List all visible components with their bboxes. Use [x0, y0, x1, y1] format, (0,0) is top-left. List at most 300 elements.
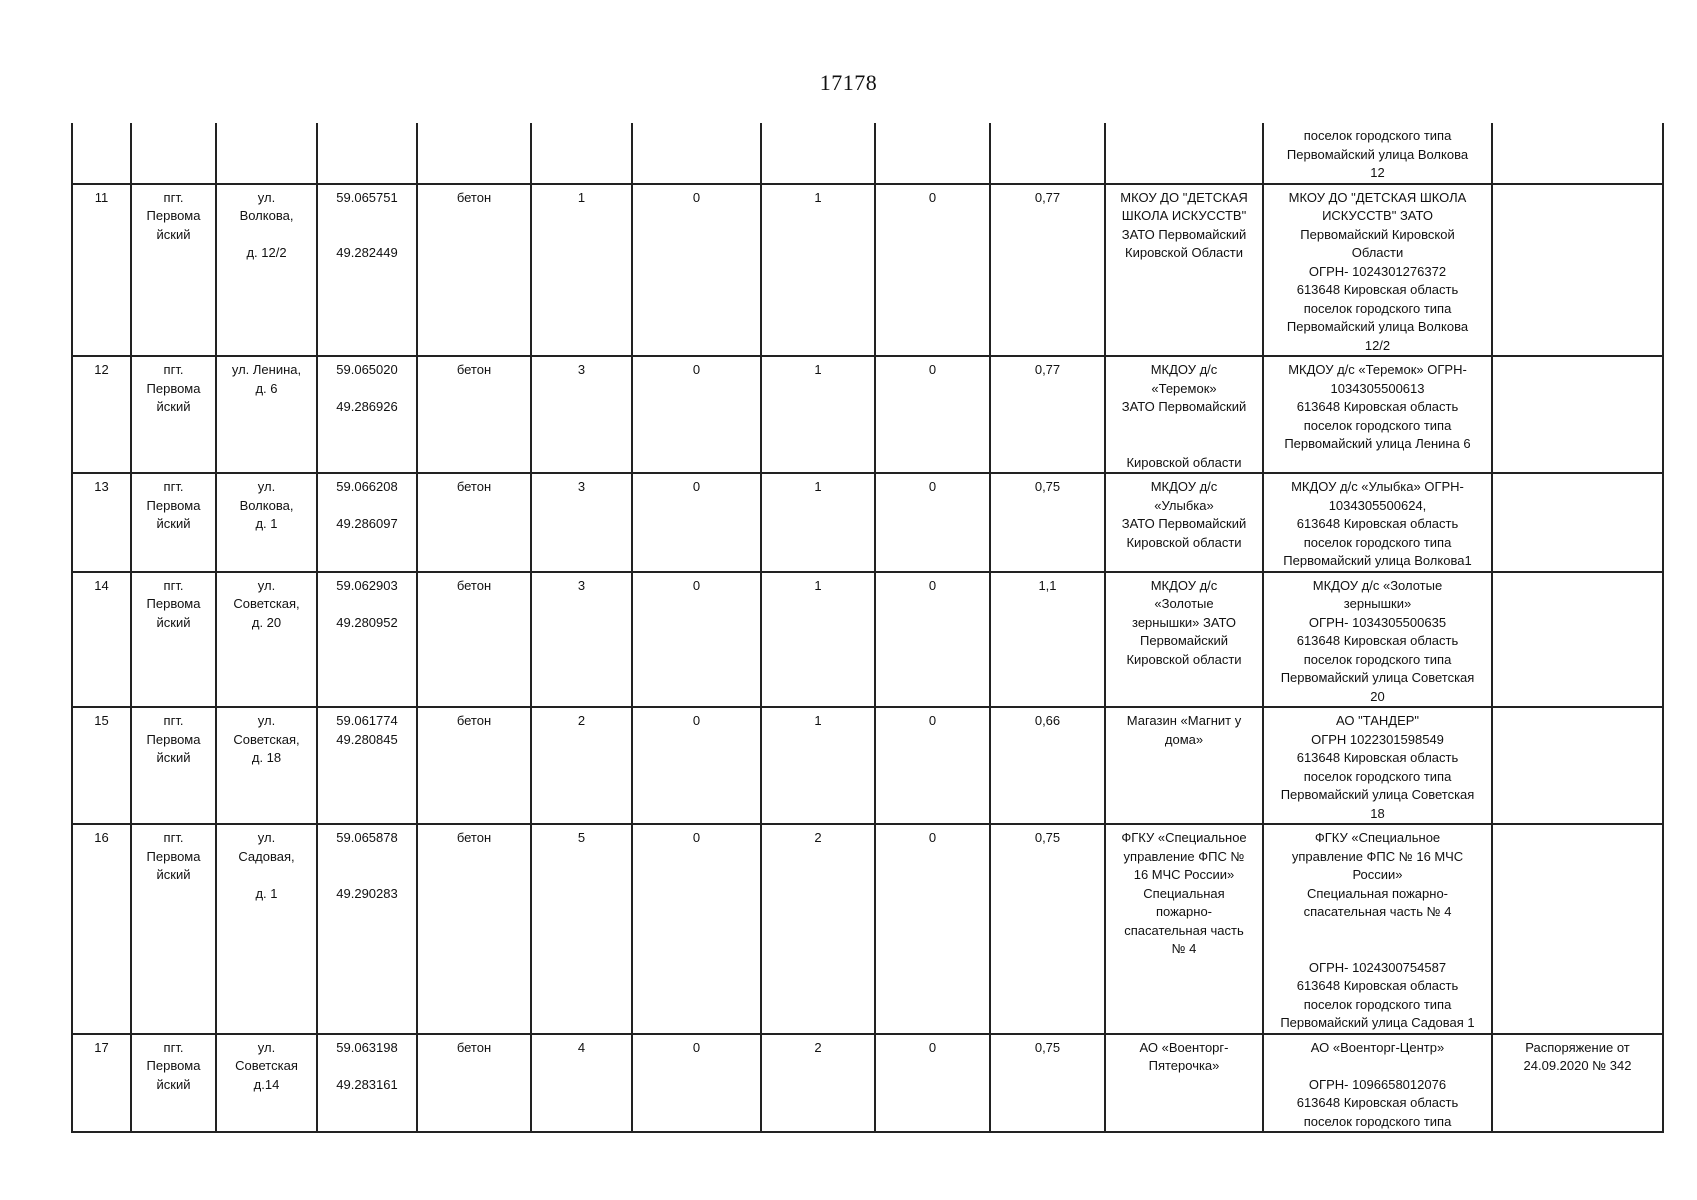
address-cell-line: Волкова,	[239, 208, 294, 223]
address-cell-line: д. 1	[255, 516, 278, 531]
note-cell	[1492, 707, 1663, 824]
address-cell-line: Волкова,	[239, 497, 294, 513]
address-cell-line: Советская,	[233, 596, 300, 611]
value-cell-2-text: 0	[692, 830, 701, 845]
table-row	[72, 707, 1663, 824]
owner-cell-line: поселок городского типа	[1303, 996, 1452, 1012]
value-cell-2-text: 0	[692, 1039, 701, 1055]
coordinates-cell-line	[321, 380, 413, 399]
source-cell	[1105, 1034, 1263, 1133]
coordinates-cell-line: 49.280845	[336, 731, 398, 747]
owner-cell-line: Первомайский улица Волкова	[1286, 146, 1469, 162]
source-cell-line: Магазин «Магнит у	[1126, 713, 1242, 728]
value-cell-4-text: 0	[928, 479, 937, 494]
source-cell-line: управление ФПС №	[1123, 848, 1245, 864]
owner-cell-line: МКДОУ д/с «Золотые	[1312, 577, 1443, 593]
owner-cell-line: ИСКУССТВ" ЗАТО	[1322, 208, 1433, 223]
value-cell-2	[632, 1034, 761, 1133]
owner-cell-line: 1034305500613	[1330, 380, 1425, 396]
number-cell	[72, 824, 131, 1034]
surface-cell	[417, 572, 531, 708]
value-cell-3-text: 1	[814, 189, 822, 205]
table-row	[72, 356, 1663, 473]
owner-cell-line: поселок городского типа	[1303, 534, 1452, 550]
note-cell	[1492, 356, 1663, 473]
value-cell-2	[632, 824, 761, 1034]
settlement-cell-line: йский	[156, 226, 191, 242]
number-cell-text: 11	[94, 189, 109, 205]
settlement-cell-line: пгт.	[163, 362, 184, 377]
value-cell-2-text: 0	[692, 189, 701, 205]
value-cell-5-text: 0,75	[1034, 479, 1061, 494]
settlement-cell-line: йский	[156, 399, 191, 414]
settlement-cell-line: йский	[156, 1076, 191, 1092]
value-cell-3	[761, 572, 875, 708]
owner-cell-line: 613648 Кировская область	[1296, 978, 1459, 993]
settlement-cell-line: Первома	[146, 380, 201, 396]
source-cell-line: «Теремок»	[1151, 380, 1217, 396]
table-row	[72, 184, 1663, 357]
empty-cell	[1105, 123, 1263, 184]
settlement-cell	[131, 1034, 216, 1133]
coordinates-cell-line	[321, 595, 413, 614]
owner-cell	[1263, 184, 1492, 357]
address-cell	[216, 707, 317, 824]
source-cell-line: Кировской области	[1126, 651, 1242, 667]
empty-cell	[761, 123, 875, 184]
value-cell-5-text: 0,77	[1034, 362, 1061, 377]
value-cell-5-text: 0,66	[1034, 713, 1061, 728]
value-cell-2	[632, 473, 761, 572]
settlement-cell-line: йский	[156, 750, 191, 765]
source-cell-line: Кировской области	[1126, 454, 1242, 470]
value-cell-1	[531, 572, 632, 708]
address-cell-line: ул.	[257, 713, 276, 728]
owner-cell-line: зернышки»	[1343, 596, 1412, 611]
note-cell	[1492, 184, 1663, 357]
table-row	[72, 473, 1663, 572]
value-cell-2	[632, 707, 761, 824]
value-cell-3	[761, 707, 875, 824]
source-cell-line: спасательная часть	[1124, 922, 1244, 938]
value-cell-4	[875, 707, 990, 824]
address-cell-line: д. 18	[251, 750, 282, 765]
empty-cell	[632, 123, 761, 184]
value-cell-4	[875, 473, 990, 572]
coordinates-cell-line: 49.283161	[336, 1076, 398, 1092]
empty-cell	[531, 123, 632, 184]
table-row	[72, 824, 1663, 1034]
owner-cell-line: поселок городского типа	[1303, 417, 1452, 433]
settlement-cell-line: пгт.	[163, 713, 184, 728]
value-cell-4-text: 0	[928, 362, 937, 377]
address-cell-line: д. 12/2	[246, 245, 287, 260]
number-cell	[72, 1034, 131, 1133]
address-cell-line: д.14	[253, 1076, 280, 1092]
source-cell-line: «Улыбка»	[1154, 497, 1214, 513]
owner-cell-line	[1267, 922, 1488, 941]
source-cell-line: МКДОУ д/с	[1150, 362, 1218, 377]
coordinates-cell-line	[321, 866, 413, 885]
settlement-cell	[131, 473, 216, 572]
value-cell-5	[990, 572, 1105, 708]
owner-cell-line: 613648 Кировская область	[1296, 399, 1459, 414]
value-cell-3-text: 1	[814, 362, 822, 377]
address-cell-line: ул.	[257, 830, 276, 845]
source-cell-line: дома»	[1164, 731, 1204, 747]
owner-cell-line: 18	[1370, 805, 1385, 821]
settlement-cell-line: Первома	[146, 596, 201, 611]
owner-cell	[1263, 473, 1492, 572]
source-cell-line: Кировской области	[1126, 534, 1242, 550]
owner-cell-line: ОГРН 1022301598549	[1311, 731, 1444, 747]
number-cell	[72, 356, 131, 473]
address-cell-line	[220, 866, 313, 885]
empty-cell	[417, 123, 531, 184]
source-cell-line: пожарно-	[1155, 904, 1213, 919]
coordinates-cell-line: 59.065020	[336, 362, 398, 377]
number-cell-text: 16	[94, 830, 109, 845]
owner-cell-line: поселок городского типа	[1303, 768, 1452, 784]
owner-cell	[1263, 824, 1492, 1034]
value-cell-5	[990, 356, 1105, 473]
number-cell-text: 17	[94, 1039, 109, 1055]
empty-cell	[72, 123, 131, 184]
coordinates-cell-line: 49.290283	[336, 885, 398, 901]
address-cell	[216, 356, 317, 473]
value-cell-1	[531, 1034, 632, 1133]
value-cell-1-text: 3	[577, 479, 586, 494]
value-cell-4-text: 0	[928, 577, 937, 593]
source-cell-line	[1109, 435, 1259, 454]
empty-cell	[317, 123, 417, 184]
owner-cell-line: Специальная пожарно-	[1306, 885, 1449, 901]
settlement-cell-line: пгт.	[163, 1039, 184, 1055]
source-cell-line: Кировской Области	[1125, 245, 1243, 260]
source-cell-line: ЗАТО Первомайский	[1121, 399, 1247, 414]
settlement-cell-line: йский	[156, 867, 191, 882]
value-cell-2	[632, 572, 761, 708]
owner-cell-line: 613648 Кировская область	[1296, 633, 1459, 648]
value-cell-2-text: 0	[692, 479, 701, 494]
value-cell-3	[761, 824, 875, 1034]
surface-cell	[417, 824, 531, 1034]
surface-cell-text: бетон	[456, 189, 492, 205]
registry-table	[71, 123, 1664, 1133]
owner-cell-line: 613648 Кировская область	[1296, 1095, 1459, 1110]
address-cell-line: Садовая,	[238, 848, 295, 864]
table-row	[72, 572, 1663, 708]
value-cell-1-text: 2	[577, 713, 586, 728]
source-cell-line: ЗАТО Первомайский	[1121, 516, 1247, 531]
surface-cell-text: бетон	[456, 1039, 492, 1055]
value-cell-4-text: 0	[928, 713, 937, 728]
number-cell	[72, 572, 131, 708]
coordinates-cell	[317, 1034, 417, 1133]
coordinates-cell-line: 59.066208	[336, 479, 398, 494]
owner-cell-line: Первомайский улица Волкова	[1286, 319, 1469, 334]
value-cell-5-text: 0,75	[1034, 1039, 1061, 1055]
source-cell-line: МКДОУ д/с	[1150, 577, 1218, 593]
surface-cell	[417, 184, 531, 357]
owner-cell-line: 12/2	[1364, 337, 1391, 353]
source-cell	[1105, 824, 1263, 1034]
settlement-cell-line: пгт.	[163, 830, 184, 845]
coordinates-cell-line	[321, 207, 413, 226]
address-cell-line: ул. Ленина,	[231, 362, 302, 377]
coordinates-cell-line: 59.062903	[336, 577, 398, 593]
surface-cell-text: бетон	[456, 577, 492, 593]
surface-cell-text: бетон	[456, 362, 492, 377]
table-row-continuation	[72, 123, 1663, 184]
source-cell-line: зернышки» ЗАТО	[1132, 614, 1236, 630]
coordinates-cell-line: 49.286097	[336, 516, 398, 531]
value-cell-5	[990, 824, 1105, 1034]
address-cell-line: д. 6	[255, 380, 278, 396]
value-cell-4-text: 0	[928, 189, 937, 205]
coordinates-cell	[317, 707, 417, 824]
number-cell-text: 14	[94, 577, 109, 593]
address-cell	[216, 824, 317, 1034]
number-cell-text: 12	[94, 362, 109, 377]
address-cell-line: ул.	[257, 577, 276, 593]
coordinates-cell-line: 49.280952	[336, 614, 398, 630]
value-cell-1-text: 4	[577, 1039, 586, 1055]
owner-cell-line: управление ФПС № 16 МЧС	[1291, 848, 1464, 864]
owner-cell-line: Первомайский улица Советская	[1280, 670, 1475, 685]
value-cell-4	[875, 184, 990, 357]
value-cell-2	[632, 184, 761, 357]
source-cell-line	[1109, 417, 1259, 436]
owner-cell-line: поселок городского типа	[1303, 300, 1452, 316]
source-cell-line: № 4	[1171, 941, 1197, 956]
coordinates-cell	[317, 356, 417, 473]
value-cell-3	[761, 184, 875, 357]
owner-cell-line: Первомайский улица Садовая 1	[1280, 1015, 1475, 1030]
source-cell	[1105, 473, 1263, 572]
owner-cell-line: ОГРН- 1024300754587	[1308, 959, 1447, 975]
owner-cell-line: ОГРН- 1034305500635	[1308, 614, 1447, 630]
value-cell-1-text: 5	[577, 830, 586, 845]
source-cell-line: ФГКУ «Специальное	[1121, 830, 1247, 845]
address-cell	[216, 1034, 317, 1133]
value-cell-4	[875, 1034, 990, 1133]
address-cell	[216, 184, 317, 357]
settlement-cell-line: Первома	[146, 731, 201, 747]
source-cell	[1105, 184, 1263, 357]
owner-cell-line: поселок городского типа	[1303, 1113, 1452, 1129]
note-cell-line: Распоряжение от	[1525, 1039, 1630, 1055]
value-cell-1	[531, 356, 632, 473]
address-cell-line: ул.	[257, 479, 276, 494]
coordinates-cell-line: 59.065751	[336, 189, 398, 205]
owner-cell-line: спасательная часть № 4	[1303, 904, 1452, 919]
table-body	[72, 123, 1663, 1132]
number-cell	[72, 707, 131, 824]
value-cell-4-text: 0	[928, 1039, 937, 1055]
owner-cell-line: России»	[1352, 867, 1403, 882]
note-cell	[1492, 473, 1663, 572]
settlement-cell-line: пгт.	[163, 577, 184, 593]
surface-cell-text: бетон	[456, 830, 492, 845]
value-cell-1-text: 3	[577, 577, 586, 593]
page-number: 17178	[819, 70, 878, 95]
value-cell-5	[990, 1034, 1105, 1133]
source-cell-line: ЗАТО Первомайский	[1121, 226, 1247, 242]
value-cell-5	[990, 707, 1105, 824]
owner-cell-line: ФГКУ «Специальное	[1314, 830, 1441, 845]
value-cell-3-text: 2	[814, 1039, 822, 1055]
coordinates-cell-line	[321, 1057, 413, 1076]
value-cell-1	[531, 707, 632, 824]
note-cell	[1492, 123, 1663, 184]
settlement-cell-line: йский	[156, 516, 191, 531]
coordinates-cell	[317, 824, 417, 1034]
source-cell	[1105, 356, 1263, 473]
address-cell-line: ул.	[257, 1039, 276, 1055]
owner-cell-line	[1267, 1057, 1488, 1076]
coordinates-cell	[317, 572, 417, 708]
owner-cell	[1263, 572, 1492, 708]
surface-cell-text: бетон	[456, 479, 492, 494]
source-cell-line: Пятерочка»	[1148, 1058, 1220, 1073]
note-cell-line: 24.09.2020 № 342	[1523, 1058, 1632, 1073]
source-cell-line: Специальная	[1143, 885, 1225, 901]
surface-cell	[417, 473, 531, 572]
value-cell-4	[875, 824, 990, 1034]
empty-cell	[131, 123, 216, 184]
source-cell-line: Первомайский	[1140, 633, 1228, 648]
settlement-cell	[131, 707, 216, 824]
source-cell-line: «Золотые	[1154, 596, 1214, 611]
owner-cell-line: ОГРН- 1096658012076	[1308, 1076, 1447, 1092]
value-cell-2-text: 0	[692, 713, 701, 728]
coordinates-cell-line	[321, 848, 413, 867]
settlement-cell	[131, 356, 216, 473]
coordinates-cell-line: 59.063198	[336, 1039, 398, 1055]
address-cell-line: ул.	[257, 189, 276, 205]
owner-cell-line: ОГРН- 1024301276372	[1308, 263, 1447, 279]
owner-cell-line: Первомайский улица Ленина 6	[1284, 436, 1471, 451]
value-cell-5-text: 1,1	[1038, 577, 1057, 593]
coordinates-cell-line: 49.286926	[336, 399, 398, 414]
surface-cell	[417, 707, 531, 824]
value-cell-3	[761, 1034, 875, 1133]
owner-cell-line: 1034305500624,	[1328, 497, 1427, 513]
value-cell-3-text: 1	[814, 713, 822, 728]
value-cell-1-text: 3	[577, 362, 586, 377]
owner-cell-line: поселок городского типа	[1303, 128, 1452, 143]
address-cell-line: д. 20	[251, 614, 282, 630]
settlement-cell-line: пгт.	[163, 189, 184, 205]
source-cell-line: ШКОЛА ИСКУССТВ"	[1121, 208, 1247, 223]
value-cell-5	[990, 184, 1105, 357]
address-cell-line: Советская	[235, 1058, 298, 1073]
owner-cell-line: Первомайский улица Советская	[1280, 787, 1475, 802]
value-cell-5-text: 0,77	[1034, 189, 1061, 205]
value-cell-2	[632, 356, 761, 473]
number-cell	[72, 473, 131, 572]
coordinates-cell	[317, 184, 417, 357]
coordinates-cell-line: 59.065878	[336, 830, 398, 845]
note-cell	[1492, 572, 1663, 708]
owner-cell-line: 613648 Кировская область	[1296, 516, 1459, 531]
owner-cell	[1263, 707, 1492, 824]
address-cell-line	[220, 226, 313, 245]
owner-cell	[1263, 1034, 1492, 1133]
source-cell	[1105, 572, 1263, 708]
settlement-cell	[131, 184, 216, 357]
settlement-cell-line: Первома	[146, 208, 201, 223]
address-cell	[216, 473, 317, 572]
source-cell	[1105, 707, 1263, 824]
owner-cell	[1263, 356, 1492, 473]
note-cell	[1492, 824, 1663, 1034]
value-cell-1	[531, 824, 632, 1034]
address-cell	[216, 572, 317, 708]
owner-cell-line: Области	[1351, 245, 1404, 260]
settlement-cell	[131, 824, 216, 1034]
value-cell-4-text: 0	[928, 830, 937, 845]
owner-cell-line: МКДОУ д/с «Улыбка» ОГРН-	[1291, 479, 1464, 494]
owner-cell	[1263, 123, 1492, 184]
settlement-cell-line: йский	[156, 614, 191, 630]
settlement-cell-line: Первома	[146, 848, 201, 864]
value-cell-3	[761, 473, 875, 572]
value-cell-4	[875, 572, 990, 708]
source-cell-line: МКДОУ д/с	[1150, 479, 1218, 494]
surface-cell-text: бетон	[456, 713, 492, 728]
value-cell-3-text: 1	[814, 577, 822, 593]
owner-cell-line: 12	[1370, 165, 1385, 180]
value-cell-1	[531, 184, 632, 357]
address-cell-line: Советская,	[233, 731, 300, 747]
owner-cell-line: МКОУ ДО "ДЕТСКАЯ ШКОЛА	[1288, 189, 1467, 205]
settlement-cell-line: пгт.	[163, 479, 184, 494]
owner-cell-line: АО "ТАНДЕР"	[1335, 713, 1420, 728]
owner-cell-line: 613648 Кировская область	[1296, 750, 1459, 765]
settlement-cell	[131, 572, 216, 708]
source-cell-line: МКОУ ДО "ДЕТСКАЯ	[1120, 189, 1248, 205]
coordinates-cell-line	[321, 226, 413, 245]
value-cell-5-text: 0,75	[1034, 830, 1061, 845]
coordinates-cell-line	[321, 497, 413, 516]
settlement-cell-line: Первома	[146, 497, 201, 513]
value-cell-3-text: 2	[814, 830, 822, 845]
value-cell-3-text: 1	[814, 479, 822, 494]
owner-cell-line: АО «Военторг-Центр»	[1310, 1039, 1445, 1055]
number-cell-text: 13	[94, 479, 109, 494]
surface-cell	[417, 1034, 531, 1133]
value-cell-4	[875, 356, 990, 473]
value-cell-1-text: 1	[577, 189, 586, 205]
value-cell-3	[761, 356, 875, 473]
owner-cell-line: поселок городского типа	[1303, 651, 1452, 667]
owner-cell-line: МКДОУ д/с «Теремок» ОГРН-	[1288, 362, 1467, 377]
number-cell	[72, 184, 131, 357]
number-cell-text: 15	[94, 713, 109, 728]
value-cell-5	[990, 473, 1105, 572]
owner-cell-line: Первомайский Кировской	[1300, 226, 1455, 242]
address-cell-line: д. 1	[255, 885, 278, 901]
empty-cell	[990, 123, 1105, 184]
value-cell-2-text: 0	[692, 577, 701, 593]
coordinates-cell-line: 49.282449	[336, 245, 398, 260]
empty-cell	[875, 123, 990, 184]
empty-cell	[216, 123, 317, 184]
surface-cell	[417, 356, 531, 473]
owner-cell-line: 20	[1370, 688, 1385, 704]
